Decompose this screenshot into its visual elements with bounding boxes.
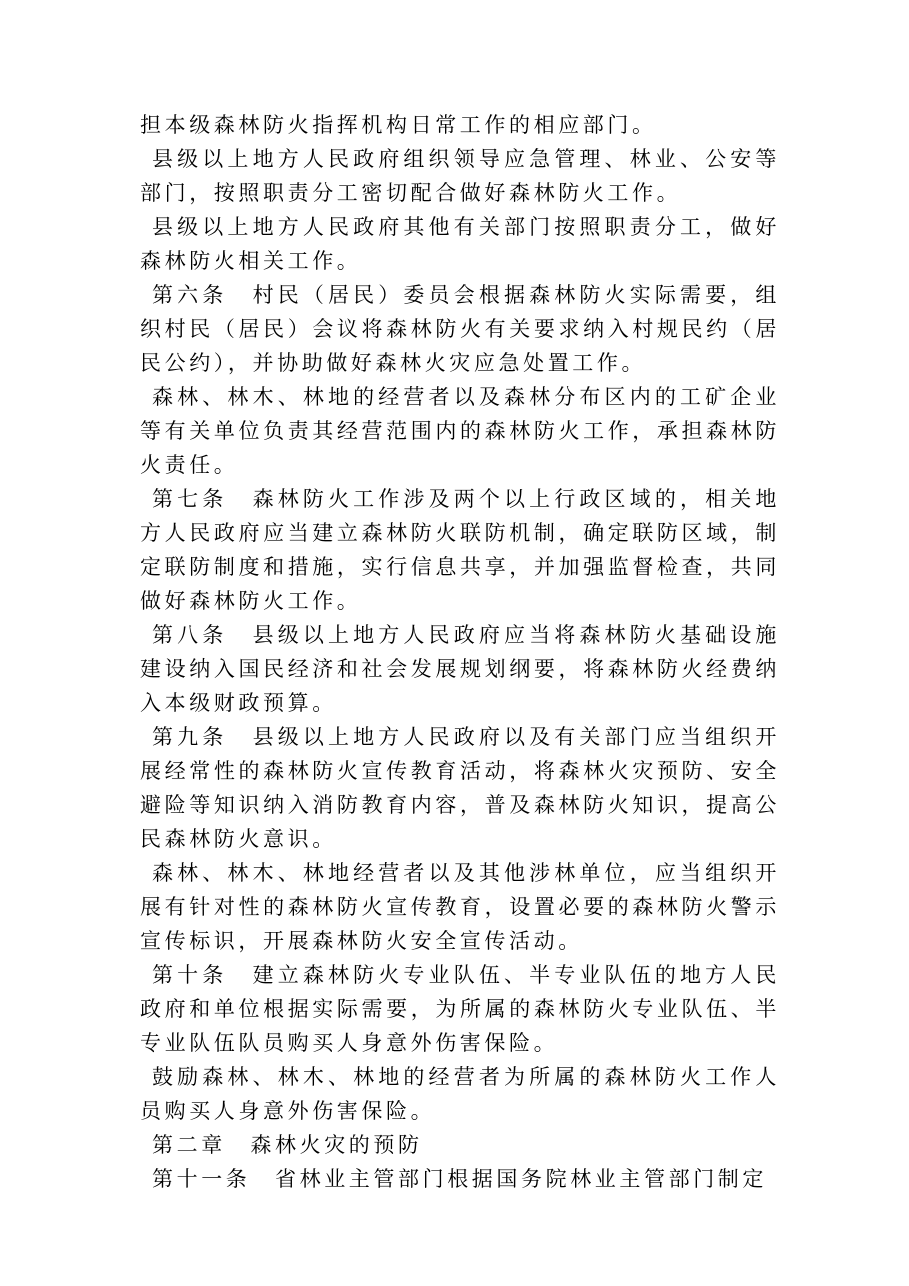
paragraph: 县级以上地方人民政府其他有关部门按照职责分工，做好森林防火相关工作。: [140, 215, 780, 273]
article-paragraph: 第九条 县级以上地方人民政府以及有关部门应当组织开展经常性的森林防火宣传教育活动，将森林火灾预防、安全避险等知识纳入消防教育内容，普及森林防火知识，提高公民森林防火意识。: [140, 725, 780, 851]
article-paragraph: 第八条 县级以上地方人民政府应当将森林防火基础设施建设纳入国民经济和社会发展规划纲要，将森林防火经费纳入本级财政预算。: [140, 623, 780, 715]
paragraph: 森林、林木、林地经营者以及其他涉林单位，应当组织开展有针对性的森林防火宣传教育，设置必要的森林防火警示宣传标识，开展森林防火安全宣传活动。: [140, 861, 780, 953]
paragraph: 森林、林木、林地的经营者以及森林分布区内的工矿企业等有关单位负责其经营范围内的森林防火工作，承担森林防火责任。: [140, 385, 780, 477]
article-paragraph: 第七条 森林防火工作涉及两个以上行政区域的，相关地方人民政府应当建立森林防火联防机制，确定联防区域，制定联防制度和措施，实行信息共享，并加强监督检查，共同做好森林防火工作。: [140, 487, 780, 613]
article-paragraph: 第十一条 省林业主管部门根据国务院林业主管部门制定: [152, 1167, 767, 1191]
paragraph: 鼓励森林、林木、林地的经营者为所属的森林防火工作人员购买人身意外伤害保险。: [140, 1065, 780, 1123]
article-paragraph: 第十条 建立森林防火专业队伍、半专业队伍的地方人民政府和单位根据实际需要，为所属的森林防火专业队伍、半专业队伍队员购买人身意外伤害保险。: [140, 963, 780, 1055]
paragraph: 县级以上地方人民政府组织领导应急管理、林业、公安等部门，按照职责分工密切配合做好森林防火工作。: [140, 147, 780, 205]
article-paragraph: 第六条 村民（居民）委员会根据森林防火实际需要，组织村民（居民）会议将森林防火有关要求纳入村规民约（居民公约），并协助做好森林火灾应急处置工作。: [140, 283, 780, 375]
document-body: [140, 108, 780, 1196]
paragraph: 担本级森林防火指挥机构日常工作的相应部门。: [140, 113, 657, 137]
chapter-heading: 第二章 森林火灾的预防: [152, 1133, 423, 1157]
